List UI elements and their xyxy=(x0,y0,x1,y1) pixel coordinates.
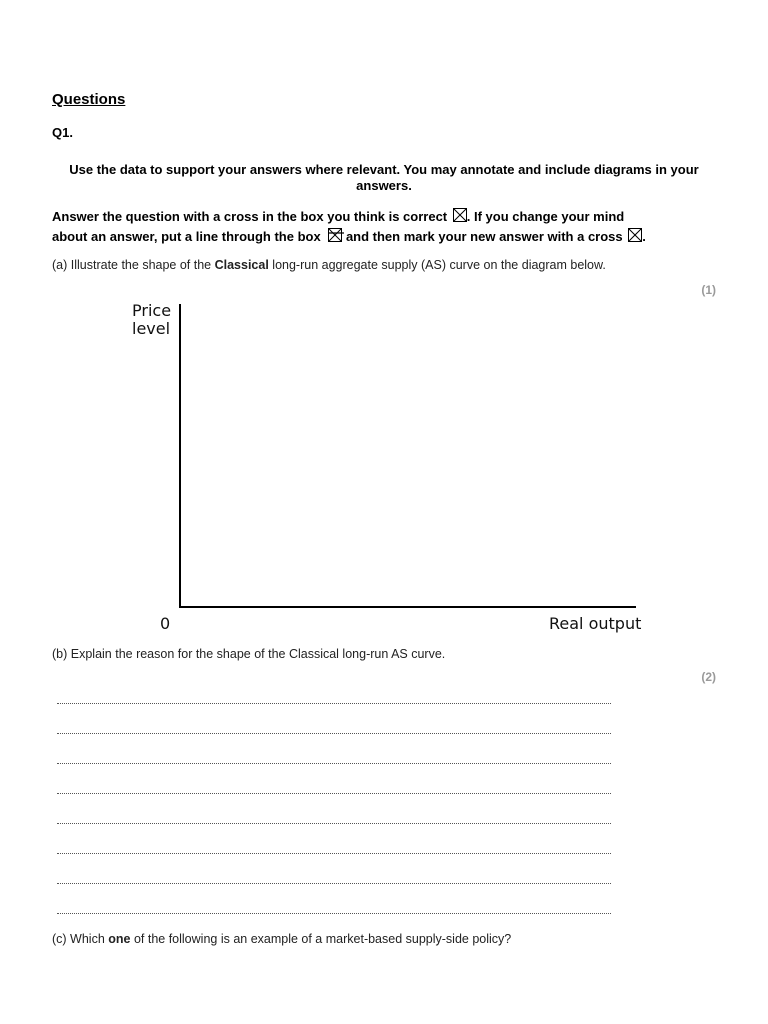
answer-line[interactable] xyxy=(57,763,611,764)
answer-rule-text-5: . xyxy=(642,229,646,244)
answer-line[interactable] xyxy=(57,703,611,704)
question-number: Q1. xyxy=(52,125,73,140)
answer-line[interactable] xyxy=(57,853,611,854)
part-a-text xyxy=(52,258,606,272)
answer-rule-line-2 xyxy=(52,227,732,246)
answer-rule-text-3: about an answer, put a line through the box xyxy=(52,229,321,244)
part-c-prefix: (c) Which xyxy=(52,932,109,946)
origin-label: 0 xyxy=(160,614,171,633)
struck-crossed-box-icon xyxy=(328,228,342,242)
part-a-prefix: (a) Illustrate the shape of the xyxy=(52,258,215,272)
answer-rule-line-1 xyxy=(52,207,732,226)
answer-rule-text-2: . If you change your mind xyxy=(466,209,625,224)
as-diagram[interactable] xyxy=(0,290,768,640)
instructions-text: Use the data to support your answers where relevant. You may annotate and include diagrams in your answers. xyxy=(69,162,699,193)
y-axis-label-line-2: level xyxy=(132,319,171,338)
answer-rule-text-4: and then mark your new answer with a cross xyxy=(345,229,623,244)
answer-line[interactable] xyxy=(57,793,611,794)
answer-line[interactable] xyxy=(57,883,611,884)
diagram-axes xyxy=(0,290,768,640)
answer-rule-text-1: Answer the question with a cross in the box you think is correct xyxy=(52,209,448,224)
part-c-suffix: of the following is an example of a market-based supply-side policy? xyxy=(130,932,512,946)
part-a-suffix: long-run aggregate supply (AS) curve on the diagram below. xyxy=(268,258,606,272)
page-heading: Questions xyxy=(52,91,126,108)
answer-line[interactable] xyxy=(57,913,611,914)
crossed-box-icon xyxy=(453,208,467,222)
crossed-box-icon-2 xyxy=(628,228,642,242)
answer-line[interactable] xyxy=(57,733,611,734)
part-c-bold: one xyxy=(108,932,131,946)
part-a-bold: Classical xyxy=(214,258,269,272)
answer-line[interactable] xyxy=(57,823,611,824)
y-axis-label-line-1: Price xyxy=(132,301,172,320)
part-b-text: (b) Explain the reason for the shape of the Classical long-run AS curve. xyxy=(52,647,446,661)
part-a-marks: (1) xyxy=(701,283,716,297)
x-axis-label: Real output xyxy=(549,614,642,633)
part-b-marks: (2) xyxy=(701,670,716,684)
part-c-text xyxy=(52,932,511,946)
